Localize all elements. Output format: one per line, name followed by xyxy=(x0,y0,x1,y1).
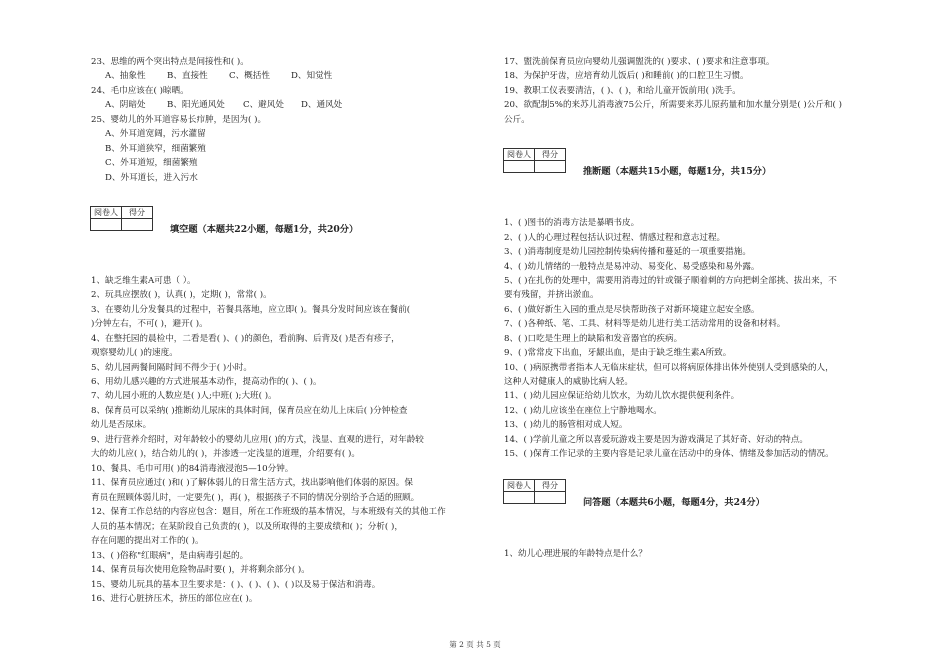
fill-line: 6、用幼儿感兴趣的方式进展基本动作，提高动作的( )、( )。 xyxy=(91,377,322,387)
fill-line: 观察婴幼儿( )的速度。 xyxy=(91,348,178,358)
fill-line: 存在问题的提出对工作的( )。 xyxy=(91,536,204,546)
fill-line: 育员在照顾体弱儿时，一定要先( )，再( )，根据孩子不同的情况分别给予合适的照顾。 xyxy=(91,493,420,503)
fill-line: )分钟左右，不可( )，避开( )。 xyxy=(91,319,208,329)
fill-line: 20、欲配制5%的来苏儿消毒液75公斤，所需要来苏儿原药量和加水量分别是( )公斤和( ) xyxy=(504,100,842,110)
judge-line: 这种人对健康人的威胁比病人轻。 xyxy=(504,377,633,387)
fill-line: 3、在婴幼儿分发餐具的过程中，若餐具落地，应立即( )。餐具分发时间应该在餐前( xyxy=(91,305,411,315)
fill-line: 13、( )俗称"红眼病"，是由病毒引起的。 xyxy=(91,551,249,561)
judge-line: 要有残留，并挤出淤血。 xyxy=(504,290,599,300)
judge-score-box xyxy=(503,148,566,173)
fill-line: 8、保育员可以采纳( )推断幼儿尿床的具体时间，保育员应在幼儿上床后( )分钟检查 xyxy=(91,406,408,416)
page-footer: 第 2 页 共 5 页 xyxy=(449,640,501,649)
judge-line: 5、( )在扎伤的处理中，需要用消毒过的针或镊子顺着刺的方向把刺全部挑、拔出来，不 xyxy=(504,276,837,286)
judge-line: 2、( )人的心理过程包括认识过程、情感过程和意志过程。 xyxy=(504,233,726,243)
question-25-option-d: D、外耳道长，进入污水 xyxy=(105,173,198,183)
judge-section-title: 推断题（本题共15小题，每题1分，共15分） xyxy=(583,166,772,177)
fill-line: 4、在整托园的晨检中，二看是看( )、( )的颜色，看前胸、后背及( )是否有疹子， xyxy=(91,334,400,344)
question-23-option-d: D、知觉性 xyxy=(291,71,333,81)
qa-score-box xyxy=(503,479,566,504)
fill-line: 幼儿是否尿床。 xyxy=(91,420,152,430)
judge-line: 1、( )图书的消毒方法是暴晒书皮。 xyxy=(504,218,640,228)
fill-line: 5、幼儿园两餐间隔时间不得少于( )小时。 xyxy=(91,363,252,373)
judge-line: 8、( )口吃是生理上的缺陷和发音器官的疾病。 xyxy=(504,334,683,344)
judge-line: 10、( )病原携带者指本人无临床症状，但可以将病原体排出体外使别人受到感染的人， xyxy=(504,363,834,373)
fill-line: 7、幼儿园小班的人数应是( )人;中班( );大班( )。 xyxy=(91,391,277,401)
question-25-option-a: A、外耳道宽阔，污水灌留 xyxy=(105,129,206,139)
fill-line: 17、盥洗前保育员应向婴幼儿强调盥洗的( )要求、( )要求和注意事项。 xyxy=(504,57,775,67)
judge-line: 7、( )各种纸、笔、工具、材料等是幼儿进行美工活动常用的设备和材料。 xyxy=(504,319,786,329)
fill-line: 14、保育员每次使用危险物品时要( )，并将剩余部分( )。 xyxy=(91,565,310,575)
fill-score-box xyxy=(90,206,153,231)
judge-line: 9、( )常常皮下出血，牙龈出血，是由于缺乏维生素A所致。 xyxy=(504,348,732,358)
fill-score-label: 得分 xyxy=(122,207,153,219)
fill-line: 公斤。 xyxy=(504,115,530,125)
judge-line: 6、( )做好新生入园的重点是尽快帮助孩子对新环境建立起安全感。 xyxy=(504,305,760,315)
judge-line: 13、( )幼儿的肠管相对成人短。 xyxy=(504,420,628,430)
fill-line: 11、保育员应通过( )和( )了解体弱儿的日常生活方式，找出影响他们体弱的原因。保 xyxy=(91,478,413,488)
fill-grader-label: 阅卷人 xyxy=(91,207,122,219)
question-24-option-a: A、阴暗处 xyxy=(105,100,146,110)
question-25-stem: 25、婴幼儿的外耳道容易长疖肿，是因为( )。 xyxy=(91,115,267,125)
question-23-option-c: C、概括性 xyxy=(229,71,270,81)
question-24-option-b: B、阳光通风处 xyxy=(167,100,225,110)
fill-line: 15、婴幼儿玩具的基本卫生要求是：( )、( )、( )、( )以及易于保洁和消毒。 xyxy=(91,580,381,590)
fill-line: 2、玩具应摆放( )，认真( )，定期( )，常常( )。 xyxy=(91,290,272,300)
question-24-option-c: C、避风处 xyxy=(243,100,284,110)
judge-line: 11、( )幼儿园应保证给幼儿饮水，为幼儿饮水提供便利条件。 xyxy=(504,391,740,401)
question-23-option-a: A、抽象性 xyxy=(105,71,146,81)
question-25-option-c: C、外耳道短，细菌繁殖 xyxy=(105,158,198,168)
fill-line: 人员的基本情况；在某阶段自己负责的( )，以及所取得的主要成绩和( )；分析( )， xyxy=(91,522,403,532)
question-23-option-b: B、直接性 xyxy=(167,71,208,81)
fill-line: 9、进行营养介绍时，对年龄较小的婴幼儿应用( )的方式，浅显、直观的进行，对年龄较 xyxy=(91,435,424,445)
judge-line: 15、( )保育工作记录的主要内容是记录儿童在活动中的身体、情绪及参加活动的情况。 xyxy=(504,449,834,459)
judge-line: 3、( )消毒制度是幼儿园控制传染病传播和蔓延的一项重要措施。 xyxy=(504,247,751,257)
qa-section-title: 问答题（本题共6小题，每题4分，共24分） xyxy=(583,497,765,508)
qa-score-label: 得分 xyxy=(535,480,566,492)
question-24-stem: 24、毛巾应该在( )晾晒。 xyxy=(91,86,189,96)
fill-line: 18、为保护牙齿，应培育幼儿饭后( )和睡前( )的口腔卫生习惯。 xyxy=(504,71,749,81)
fill-section-title: 填空题（本题共22小题，每题1分，共20分） xyxy=(170,224,359,235)
fill-line: 19、教职工仪表要清洁，( )、( )，和给儿童开饭前用( )洗手。 xyxy=(504,86,741,96)
fill-line: 16、进行心脏挤压术，挤压的部位应在( )。 xyxy=(91,594,258,604)
fill-line: 1、缺乏维生素A可患（ ）。 xyxy=(91,276,196,286)
judge-score-label: 得分 xyxy=(535,149,566,161)
fill-line: 10、餐具、毛巾可用( )的84消毒液浸泡5—10分钟。 xyxy=(91,464,294,474)
judge-line: 4、( )幼儿情绪的一般特点是易冲动、易变化、易受感染和易外露。 xyxy=(504,262,760,272)
fill-line: 12、保育工作总结的内容应包含：题目，所在工作班级的基本情况，与本班级有关的其他工作 xyxy=(91,507,446,517)
judge-grader-label: 阅卷人 xyxy=(504,149,535,161)
judge-line: 14、( )学前儿童之所以喜爱玩游戏主要是因为游戏满足了其好奇、好动的特点。 xyxy=(504,435,808,445)
fill-line: 大的幼儿应( )，结合幼儿的( )，并渗透一定浅显的道理，介绍要有( )。 xyxy=(91,449,360,459)
question-23-stem: 23、思维的两个突出特点是间接性和( )。 xyxy=(91,57,249,67)
question-24-option-d: D、通风处 xyxy=(301,100,343,110)
judge-line: 12、( )幼儿应该坐在座位上宁静地喝水。 xyxy=(504,406,662,416)
qa-line: 1、幼儿心理进展的年龄特点是什么？ xyxy=(504,549,647,559)
qa-grader-label: 阅卷人 xyxy=(504,480,535,492)
question-25-option-b: B、外耳道狭窄，细菌繁殖 xyxy=(105,144,206,154)
